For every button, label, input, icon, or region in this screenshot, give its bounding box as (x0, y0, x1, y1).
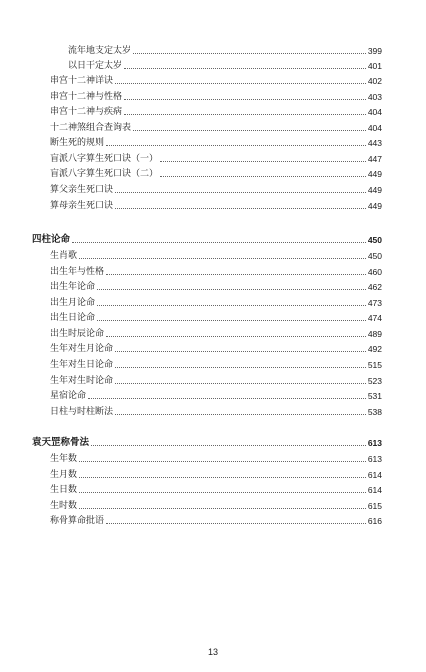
toc-entry[interactable] (50, 357, 382, 371)
dot-leader (79, 461, 366, 462)
toc-entry-title: 盲派八字算生死口诀（二） (50, 169, 159, 179)
toc-entry-page: 449 (367, 201, 382, 211)
dot-leader (106, 336, 366, 337)
toc-entry-page: 614 (367, 470, 382, 480)
toc-entry-page: 449 (367, 185, 382, 195)
toc-entry[interactable] (50, 73, 382, 87)
toc-entry-title: 串宫十二神与疾病 (50, 107, 123, 117)
toc-entry-title: 串宫十二神与性格 (50, 92, 123, 102)
toc-entry-page: 447 (367, 154, 382, 164)
dot-leader (133, 130, 366, 131)
toc-entry[interactable] (50, 198, 382, 212)
toc-entry-title: 十二神煞组合查询表 (50, 123, 132, 133)
dot-leader (79, 477, 366, 478)
dot-leader (106, 523, 366, 524)
dot-leader (115, 192, 366, 193)
toc-entry[interactable] (50, 166, 382, 180)
toc-entry-page: 460 (367, 267, 382, 277)
toc-entry-title: 生日数 (50, 485, 78, 495)
dot-leader (115, 414, 366, 415)
toc-entry-title: 流年地支定太岁 (68, 46, 132, 56)
dot-leader (115, 367, 366, 368)
toc-entry[interactable] (50, 404, 382, 418)
dot-leader (79, 508, 366, 509)
dot-leader (79, 492, 366, 493)
toc-entry-page: 402 (367, 76, 382, 86)
dot-leader (115, 83, 366, 84)
dot-leader (106, 145, 366, 146)
toc-entry-page: 449 (367, 169, 382, 179)
toc-entry[interactable] (68, 43, 382, 57)
toc-entry[interactable] (50, 498, 382, 512)
toc-entry-page: 531 (367, 391, 382, 401)
toc-section-title: 四柱论命 (32, 234, 71, 245)
dot-leader (106, 274, 366, 275)
dot-leader (115, 351, 366, 352)
toc-entry-title: 生年数 (50, 454, 78, 464)
toc-entry-title: 出生时辰论命 (50, 329, 105, 339)
toc-section-page: 450 (367, 235, 382, 245)
toc-entry[interactable] (50, 310, 382, 324)
toc-entry-title: 称骨算命批语 (50, 516, 105, 526)
toc-entry[interactable] (50, 467, 382, 481)
toc-entry-title: 日柱与时柱断法 (50, 407, 114, 417)
toc-entry-page: 616 (367, 516, 382, 526)
toc-entry-title: 生月数 (50, 470, 78, 480)
toc-entry-page: 399 (367, 46, 382, 56)
toc-entry-page: 403 (367, 92, 382, 102)
page-number: 13 (207, 647, 218, 657)
toc-entry-page: 492 (367, 344, 382, 354)
toc-entry-page: 613 (367, 454, 382, 464)
toc-entry-title: 星宿论命 (50, 391, 87, 401)
toc-entry[interactable] (68, 58, 382, 72)
toc-entry[interactable] (50, 182, 382, 196)
toc-entry-title: 出生年与性格 (50, 267, 105, 277)
toc-entry[interactable] (50, 104, 382, 118)
toc-entry-page: 404 (367, 123, 382, 133)
dot-leader (115, 383, 366, 384)
toc-entry-title: 出生日论命 (50, 313, 96, 323)
toc-entry-page: 474 (367, 313, 382, 323)
toc-entry-page: 614 (367, 485, 382, 495)
toc-entry[interactable] (50, 513, 382, 527)
toc-entry[interactable] (50, 341, 382, 355)
toc-entry[interactable] (50, 388, 382, 402)
toc-entry[interactable] (50, 264, 382, 278)
dot-leader (160, 176, 366, 177)
toc-entry[interactable] (50, 89, 382, 103)
toc-entry-page: 538 (367, 407, 382, 417)
toc-entry-page: 443 (367, 138, 382, 148)
toc-entry-title: 出生月论命 (50, 298, 96, 308)
dot-leader (124, 99, 366, 100)
toc-entry-title: 算父亲生死口诀 (50, 185, 114, 195)
toc-entry[interactable] (50, 248, 382, 262)
dot-leader (97, 305, 366, 306)
dot-leader (72, 242, 366, 243)
toc-entry-title: 串宫十二神详诀 (50, 76, 114, 86)
toc-section-title: 袁天罡称骨法 (32, 437, 90, 448)
toc-entry-title: 算母亲生死口诀 (50, 201, 114, 211)
toc-entry[interactable] (50, 120, 382, 134)
dot-leader (115, 208, 366, 209)
dot-leader (88, 398, 366, 399)
dot-leader (160, 161, 366, 162)
toc-entry-page: 615 (367, 501, 382, 511)
toc-entry-page: 523 (367, 376, 382, 386)
toc-entry-page: 450 (367, 251, 382, 261)
dot-leader (97, 320, 366, 321)
toc-entry-page: 401 (367, 61, 382, 71)
toc-entry[interactable] (50, 135, 382, 149)
dot-leader (124, 68, 366, 69)
toc-entry-page: 515 (367, 360, 382, 370)
toc-entry-title: 生年对生日论命 (50, 360, 114, 370)
toc-entry[interactable] (50, 279, 382, 293)
toc-entry[interactable] (50, 373, 382, 387)
toc-entry-page: 489 (367, 329, 382, 339)
toc-entry-page: 473 (367, 298, 382, 308)
dot-leader (91, 445, 366, 446)
toc-entry-title: 盲派八字算生死口诀（一） (50, 154, 159, 164)
toc-entry-title: 生时数 (50, 501, 78, 511)
dot-leader (124, 114, 366, 115)
dot-leader (97, 289, 366, 290)
toc-section-page: 613 (367, 438, 382, 448)
toc-entry-title: 断生死的规则 (50, 138, 105, 148)
toc-entry[interactable] (50, 451, 382, 465)
toc-entry[interactable] (50, 482, 382, 496)
toc-entry-title: 出生年论命 (50, 282, 96, 292)
toc-entry-title: 以日干定太岁 (68, 61, 123, 71)
toc-entry[interactable] (50, 295, 382, 309)
toc-entry-page: 462 (367, 282, 382, 292)
toc-section[interactable] (32, 435, 382, 449)
dot-leader (133, 53, 366, 54)
toc-entry-title: 生年对生月论命 (50, 344, 114, 354)
dot-leader (79, 258, 366, 259)
toc-entry[interactable] (50, 151, 382, 165)
toc-entry-title: 生年对生时论命 (50, 376, 114, 386)
toc-entry[interactable] (50, 326, 382, 340)
toc-section[interactable] (32, 232, 382, 246)
toc-entry-title: 生肖歌 (50, 251, 78, 261)
toc-entry-page: 404 (367, 107, 382, 117)
